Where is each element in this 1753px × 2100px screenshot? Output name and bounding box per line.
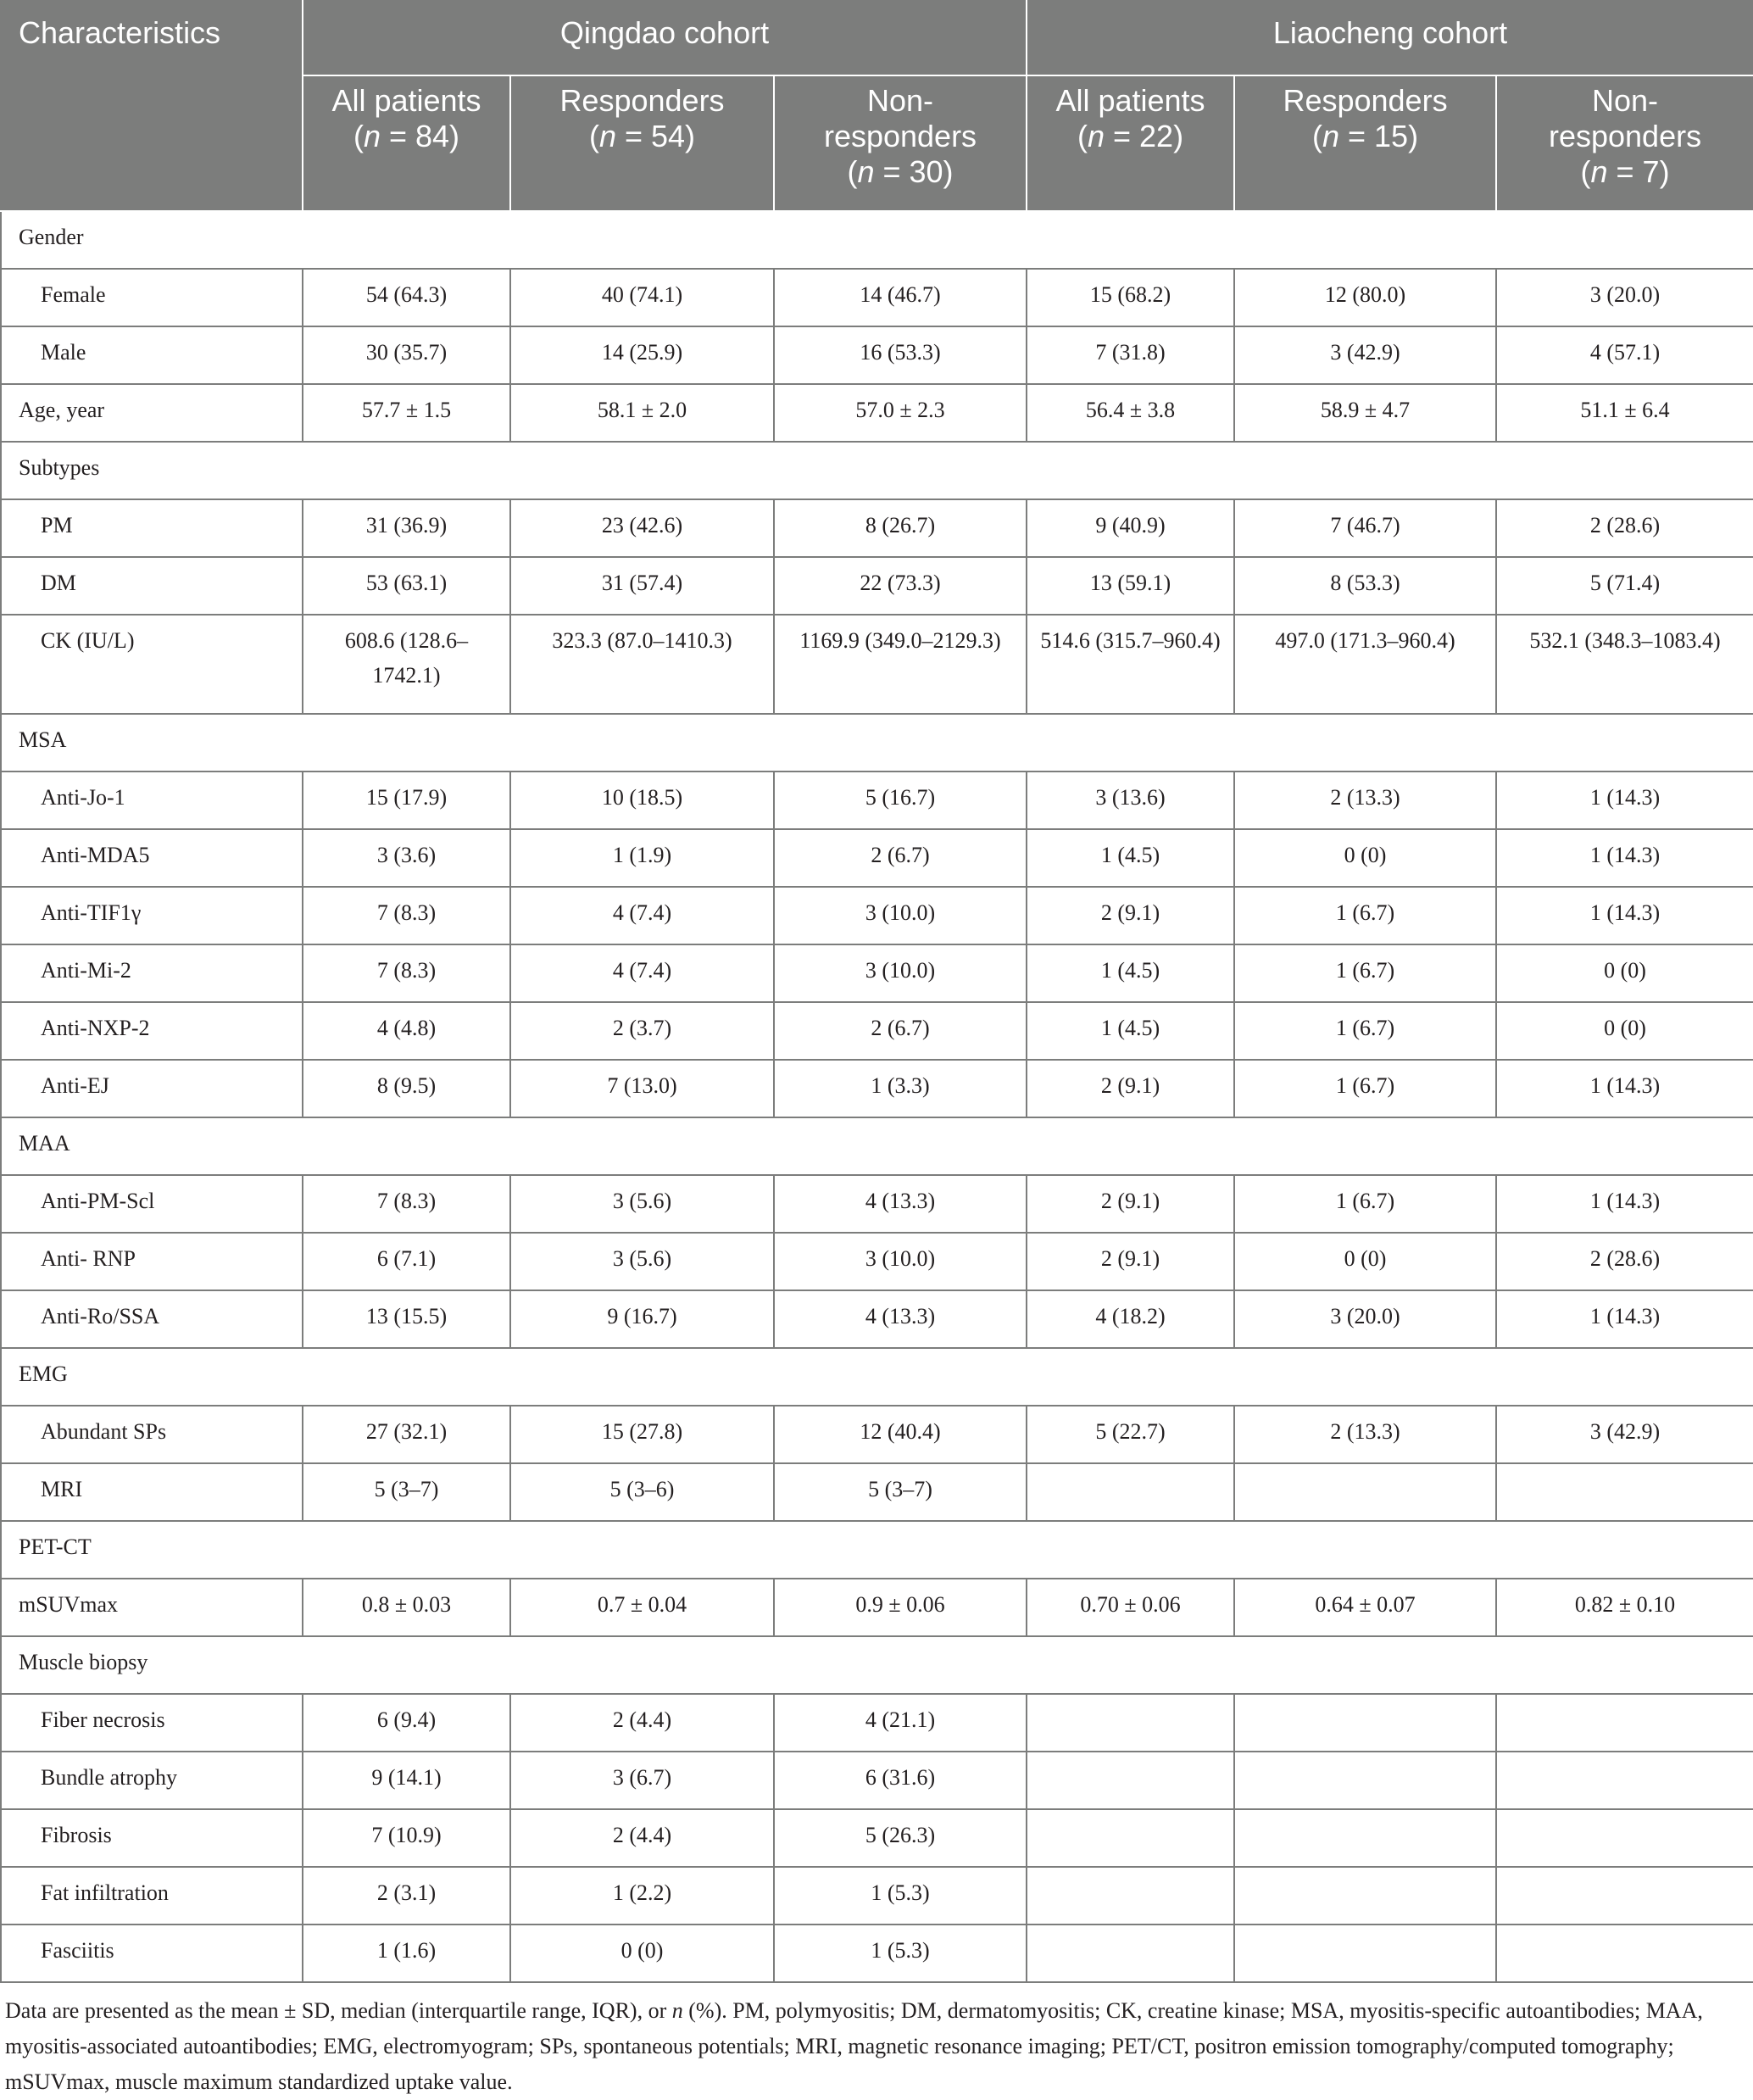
cell-responders-liaocheng (1234, 1867, 1496, 1925)
cell-all-patients-qingdao: 1 (1.6) (303, 1925, 510, 1982)
cell-all-patients-liaocheng: 2 (9.1) (1027, 1233, 1234, 1290)
cell-all-patients-liaocheng: 0.70 ± 0.06 (1027, 1579, 1234, 1636)
cell-non-responders-liaocheng: 1 (14.3) (1496, 1060, 1753, 1117)
table-row (1, 1694, 1753, 1752)
cell-all-patients-liaocheng: 7 (31.8) (1027, 326, 1234, 384)
row-label: Bundle atrophy (1, 1752, 303, 1809)
cell-responders-qingdao: 9 (16.7) (510, 1290, 774, 1348)
row-label: MRI (1, 1463, 303, 1521)
cell-non-responders-qingdao: 5 (16.7) (774, 771, 1027, 829)
cell-all-patients-liaocheng: 1 (4.5) (1027, 829, 1234, 887)
cell-non-responders-liaocheng: 1 (14.3) (1496, 1290, 1753, 1348)
cell-all-patients-qingdao: 4 (4.8) (303, 1002, 510, 1060)
cell-responders-liaocheng (1234, 1694, 1496, 1752)
cell-non-responders-qingdao: 6 (31.6) (774, 1752, 1027, 1809)
cell-responders-liaocheng (1234, 1809, 1496, 1867)
cell-responders-qingdao: 2 (4.4) (510, 1694, 774, 1752)
cell-responders-liaocheng: 1 (6.7) (1234, 1060, 1496, 1117)
cell-all-patients-liaocheng (1027, 1809, 1234, 1867)
cell-responders-liaocheng: 1 (6.7) (1234, 1002, 1496, 1060)
cell-non-responders-liaocheng: 1 (14.3) (1496, 771, 1753, 829)
cell-all-patients-qingdao: 608.6 (128.6–1742.1) (303, 615, 510, 714)
cell-responders-liaocheng: 0 (0) (1234, 829, 1496, 887)
section-label: Subtypes (1, 442, 1753, 499)
table-row (1, 499, 1753, 557)
header-col-paren: ( (1311, 119, 1322, 153)
header-col-line1: Non- (1592, 83, 1659, 118)
cell-responders-liaocheng: 58.9 ± 4.7 (1234, 384, 1496, 442)
header-col-count: = 15) (1339, 119, 1419, 153)
cell-responders-qingdao: 31 (57.4) (510, 557, 774, 615)
section-label: MSA (1, 714, 1753, 771)
cell-responders-qingdao: 15 (27.8) (510, 1406, 774, 1463)
table-section-row (1, 1636, 1753, 1694)
header-col-non-responders-liaocheng (1496, 75, 1753, 211)
cell-responders-liaocheng: 1 (6.7) (1234, 1175, 1496, 1233)
cell-responders-qingdao: 10 (18.5) (510, 771, 774, 829)
cell-responders-qingdao: 4 (7.4) (510, 944, 774, 1002)
header-col-responders-liaocheng (1234, 75, 1496, 211)
cell-non-responders-qingdao: 8 (26.7) (774, 499, 1027, 557)
table-row (1, 1060, 1753, 1117)
table-row (1, 1175, 1753, 1233)
cell-non-responders-liaocheng: 0 (0) (1496, 1002, 1753, 1060)
row-label: Anti- RNP (1, 1233, 303, 1290)
cell-non-responders-qingdao: 2 (6.7) (774, 1002, 1027, 1060)
table-row (1, 615, 1753, 714)
cell-non-responders-liaocheng: 0 (0) (1496, 944, 1753, 1002)
cell-non-responders-qingdao: 5 (26.3) (774, 1809, 1027, 1867)
row-label: Male (1, 326, 303, 384)
cell-all-patients-qingdao: 0.8 ± 0.03 (303, 1579, 510, 1636)
cell-all-patients-qingdao: 5 (3–7) (303, 1463, 510, 1521)
row-label: Anti-Ro/SSA (1, 1290, 303, 1348)
cell-non-responders-qingdao: 1 (5.3) (774, 1925, 1027, 1982)
section-label: Gender (1, 211, 1753, 269)
cell-non-responders-qingdao: 12 (40.4) (774, 1406, 1027, 1463)
cell-responders-qingdao: 2 (3.7) (510, 1002, 774, 1060)
cell-all-patients-qingdao: 13 (15.5) (303, 1290, 510, 1348)
header-col-all-patients-liaocheng (1027, 75, 1234, 211)
cell-all-patients-qingdao: 9 (14.1) (303, 1752, 510, 1809)
cell-all-patients-qingdao: 6 (7.1) (303, 1233, 510, 1290)
cell-all-patients-liaocheng: 1 (4.5) (1027, 944, 1234, 1002)
header-col-count: = 84) (380, 119, 460, 153)
cell-non-responders-qingdao: 1 (5.3) (774, 1867, 1027, 1925)
cell-non-responders-liaocheng: 0.82 ± 0.10 (1496, 1579, 1753, 1636)
cell-responders-qingdao: 3 (5.6) (510, 1175, 774, 1233)
cell-all-patients-liaocheng: 56.4 ± 3.8 (1027, 384, 1234, 442)
table-row (1, 326, 1753, 384)
cell-non-responders-qingdao: 3 (10.0) (774, 1233, 1027, 1290)
cell-responders-liaocheng: 3 (42.9) (1234, 326, 1496, 384)
cell-responders-liaocheng (1234, 1925, 1496, 1982)
header-col-line1: Responders (559, 83, 725, 118)
row-label: Age, year (1, 384, 303, 442)
cell-all-patients-liaocheng: 5 (22.7) (1027, 1406, 1234, 1463)
row-label: Anti-EJ (1, 1060, 303, 1117)
cell-non-responders-qingdao: 57.0 ± 2.3 (774, 384, 1027, 442)
cell-responders-liaocheng: 7 (46.7) (1234, 499, 1496, 557)
cell-responders-qingdao: 58.1 ± 2.0 (510, 384, 774, 442)
cell-non-responders-liaocheng: 1 (14.3) (1496, 829, 1753, 887)
cell-all-patients-liaocheng (1027, 1463, 1234, 1521)
cell-responders-qingdao: 5 (3–6) (510, 1463, 774, 1521)
cell-responders-liaocheng: 3 (20.0) (1234, 1290, 1496, 1348)
cell-all-patients-liaocheng: 514.6 (315.7–960.4) (1027, 615, 1234, 714)
cell-all-patients-liaocheng: 2 (9.1) (1027, 1060, 1234, 1117)
cell-non-responders-liaocheng: 3 (20.0) (1496, 269, 1753, 326)
header-col-line1: All patients (331, 83, 481, 118)
section-label: MAA (1, 1117, 1753, 1175)
header-col-non-responders-qingdao (774, 75, 1027, 211)
cell-all-patients-liaocheng: 2 (9.1) (1027, 1175, 1234, 1233)
cell-responders-qingdao: 0.7 ± 0.04 (510, 1579, 774, 1636)
row-label: DM (1, 557, 303, 615)
table-section-row (1, 211, 1753, 269)
table-row (1, 1463, 1753, 1521)
cell-non-responders-qingdao: 22 (73.3) (774, 557, 1027, 615)
table-row (1, 771, 1753, 829)
cell-all-patients-qingdao: 7 (8.3) (303, 887, 510, 944)
cell-responders-liaocheng: 497.0 (171.3–960.4) (1234, 615, 1496, 714)
row-label: Anti-Mi-2 (1, 944, 303, 1002)
cell-all-patients-liaocheng (1027, 1694, 1234, 1752)
cell-responders-qingdao: 14 (25.9) (510, 326, 774, 384)
cell-all-patients-qingdao: 54 (64.3) (303, 269, 510, 326)
row-label: CK (IU/L) (1, 615, 303, 714)
row-label: Abundant SPs (1, 1406, 303, 1463)
cell-non-responders-liaocheng: 5 (71.4) (1496, 557, 1753, 615)
table-row (1, 1002, 1753, 1060)
cell-responders-qingdao: 3 (5.6) (510, 1233, 774, 1290)
cell-all-patients-qingdao: 7 (8.3) (303, 944, 510, 1002)
cell-all-patients-qingdao: 7 (10.9) (303, 1809, 510, 1867)
cell-non-responders-qingdao: 4 (13.3) (774, 1175, 1027, 1233)
cell-all-patients-qingdao: 31 (36.9) (303, 499, 510, 557)
cell-all-patients-liaocheng (1027, 1867, 1234, 1925)
cell-responders-qingdao: 2 (4.4) (510, 1809, 774, 1867)
cell-all-patients-liaocheng: 13 (59.1) (1027, 557, 1234, 615)
row-label: Fibrosis (1, 1809, 303, 1867)
cell-non-responders-qingdao: 5 (3–7) (774, 1463, 1027, 1521)
table-row (1, 1867, 1753, 1925)
header-col-line1: All patients (1055, 83, 1205, 118)
row-label: Anti-TIF1γ (1, 887, 303, 944)
cell-all-patients-liaocheng: 2 (9.1) (1027, 887, 1234, 944)
header-col-paren: ( (847, 154, 858, 189)
cell-non-responders-qingdao: 3 (10.0) (774, 887, 1027, 944)
cell-responders-liaocheng: 1 (6.7) (1234, 887, 1496, 944)
cell-responders-qingdao: 40 (74.1) (510, 269, 774, 326)
cell-non-responders-liaocheng: 532.1 (348.3–1083.4) (1496, 615, 1753, 714)
cell-responders-qingdao: 3 (6.7) (510, 1752, 774, 1809)
cell-non-responders-qingdao: 3 (10.0) (774, 944, 1027, 1002)
cell-non-responders-liaocheng (1496, 1809, 1753, 1867)
cell-non-responders-liaocheng: 51.1 ± 6.4 (1496, 384, 1753, 442)
cell-responders-liaocheng: 8 (53.3) (1234, 557, 1496, 615)
cell-non-responders-liaocheng (1496, 1925, 1753, 1982)
table-row (1, 1579, 1753, 1636)
cell-responders-qingdao: 7 (13.0) (510, 1060, 774, 1117)
row-label: PM (1, 499, 303, 557)
row-label: Fiber necrosis (1, 1694, 303, 1752)
row-label: mSUVmax (1, 1579, 303, 1636)
cell-all-patients-qingdao: 53 (63.1) (303, 557, 510, 615)
header-col-n: n (598, 119, 616, 153)
cell-all-patients-qingdao: 6 (9.4) (303, 1694, 510, 1752)
table-row (1, 829, 1753, 887)
cell-all-patients-liaocheng: 4 (18.2) (1027, 1290, 1234, 1348)
table-row (1, 944, 1753, 1002)
row-label: Fat infiltration (1, 1867, 303, 1925)
table-row (1, 1290, 1753, 1348)
row-label: Anti-MDA5 (1, 829, 303, 887)
cell-all-patients-qingdao: 15 (17.9) (303, 771, 510, 829)
header-col-count: = 22) (1105, 119, 1184, 153)
cell-all-patients-liaocheng: 15 (68.2) (1027, 269, 1234, 326)
table-row (1, 1925, 1753, 1982)
cell-non-responders-liaocheng: 3 (42.9) (1496, 1406, 1753, 1463)
section-label: PET-CT (1, 1521, 1753, 1579)
cell-non-responders-qingdao: 4 (21.1) (774, 1694, 1027, 1752)
row-label: Anti-NXP-2 (1, 1002, 303, 1060)
cell-non-responders-qingdao: 1169.9 (349.0–2129.3) (774, 615, 1027, 714)
cell-responders-qingdao: 323.3 (87.0–1410.3) (510, 615, 774, 714)
cell-all-patients-liaocheng: 3 (13.6) (1027, 771, 1234, 829)
header-col-line1: Non- (866, 83, 934, 118)
cell-responders-qingdao: 0 (0) (510, 1925, 774, 1982)
cell-all-patients-qingdao: 7 (8.3) (303, 1175, 510, 1233)
header-col-line1b: responders (823, 119, 977, 153)
footnote-part1: Data are presented as the mean ± SD, median (interquartile range, IQR), or (5, 1998, 672, 2023)
cell-non-responders-qingdao: 1 (3.3) (774, 1060, 1027, 1117)
header-group-qingdao: Qingdao cohort (303, 1, 1027, 75)
cell-non-responders-liaocheng: 1 (14.3) (1496, 887, 1753, 944)
cell-non-responders-liaocheng (1496, 1463, 1753, 1521)
cell-non-responders-liaocheng: 4 (57.1) (1496, 326, 1753, 384)
header-col-count: = 30) (874, 154, 954, 189)
cell-all-patients-liaocheng: 1 (4.5) (1027, 1002, 1234, 1060)
table-header (1, 1, 1753, 211)
cell-non-responders-liaocheng: 2 (28.6) (1496, 499, 1753, 557)
cell-responders-liaocheng: 0.64 ± 0.07 (1234, 1579, 1496, 1636)
footnote-part2: (%). PM, polymyositis; DM, dermatomyositis; CK, creatine kinase; MSA, myositis-specific autoantibodies; MAA, myositis-associated autoantibodies; EMG, electromyogram; SPs, spontaneous potentials; MRI, magnetic resonance imaging; PET/CT, positron emission tomography/computed tomography; mSUVmax, muscle maximum standardized uptake value. (5, 1998, 1703, 2094)
table-section-row (1, 714, 1753, 771)
cell-non-responders-qingdao: 14 (46.7) (774, 269, 1027, 326)
row-label: Anti-PM-Scl (1, 1175, 303, 1233)
header-col-paren: ( (1580, 154, 1591, 189)
section-label: Muscle biopsy (1, 1636, 1753, 1694)
header-col-count: = 54) (615, 119, 696, 153)
table-section-row (1, 1348, 1753, 1406)
cell-all-patients-qingdao: 3 (3.6) (303, 829, 510, 887)
cell-responders-liaocheng: 2 (13.3) (1234, 1406, 1496, 1463)
cell-responders-liaocheng: 1 (6.7) (1234, 944, 1496, 1002)
header-col-all-patients-qingdao (303, 75, 510, 211)
cell-non-responders-liaocheng (1496, 1694, 1753, 1752)
cell-all-patients-qingdao: 27 (32.1) (303, 1406, 510, 1463)
cell-responders-qingdao: 1 (1.9) (510, 829, 774, 887)
header-col-n: n (1087, 119, 1105, 153)
table-section-row (1, 442, 1753, 499)
cell-non-responders-liaocheng (1496, 1752, 1753, 1809)
header-col-n: n (1322, 119, 1339, 153)
cell-non-responders-liaocheng: 2 (28.6) (1496, 1233, 1753, 1290)
cell-non-responders-qingdao: 2 (6.7) (774, 829, 1027, 887)
cell-all-patients-liaocheng (1027, 1752, 1234, 1809)
header-characteristics: Characteristics (1, 1, 303, 211)
cell-non-responders-qingdao: 4 (13.3) (774, 1290, 1027, 1348)
cell-non-responders-qingdao: 16 (53.3) (774, 326, 1027, 384)
section-label: EMG (1, 1348, 1753, 1406)
header-col-count: = 7) (1607, 154, 1670, 189)
cell-non-responders-qingdao: 0.9 ± 0.06 (774, 1579, 1027, 1636)
header-col-paren: ( (588, 119, 599, 153)
table-row (1, 384, 1753, 442)
cell-non-responders-liaocheng (1496, 1867, 1753, 1925)
footnote-n: n (671, 1998, 683, 2023)
cell-all-patients-qingdao: 2 (3.1) (303, 1867, 510, 1925)
table-row (1, 887, 1753, 944)
cell-responders-qingdao: 1 (2.2) (510, 1867, 774, 1925)
table-row (1, 1752, 1753, 1809)
table-footnote (0, 1983, 1753, 2100)
cell-all-patients-liaocheng (1027, 1925, 1234, 1982)
header-group-liaocheng: Liaocheng cohort (1027, 1, 1753, 75)
cell-responders-qingdao: 23 (42.6) (510, 499, 774, 557)
row-label: Anti-Jo-1 (1, 771, 303, 829)
table-row (1, 1406, 1753, 1463)
header-col-n: n (1590, 154, 1608, 189)
cell-responders-qingdao: 4 (7.4) (510, 887, 774, 944)
table-body (1, 211, 1753, 1982)
header-col-line1b: responders (1548, 119, 1702, 153)
table-section-row (1, 1117, 1753, 1175)
cell-responders-liaocheng: 12 (80.0) (1234, 269, 1496, 326)
header-col-line1: Responders (1283, 83, 1448, 118)
header-col-n: n (363, 119, 381, 153)
cell-all-patients-qingdao: 57.7 ± 1.5 (303, 384, 510, 442)
table-section-row (1, 1521, 1753, 1579)
cell-all-patients-qingdao: 8 (9.5) (303, 1060, 510, 1117)
header-col-paren: ( (1077, 119, 1088, 153)
cell-non-responders-liaocheng: 1 (14.3) (1496, 1175, 1753, 1233)
row-label: Female (1, 269, 303, 326)
cell-all-patients-liaocheng: 9 (40.9) (1027, 499, 1234, 557)
cell-responders-liaocheng (1234, 1463, 1496, 1521)
cell-responders-liaocheng: 2 (13.3) (1234, 771, 1496, 829)
cell-responders-liaocheng: 0 (0) (1234, 1233, 1496, 1290)
cell-responders-liaocheng (1234, 1752, 1496, 1809)
table-row (1, 1233, 1753, 1290)
header-col-n: n (857, 154, 875, 189)
table-row (1, 557, 1753, 615)
header-col-paren: ( (353, 119, 364, 153)
row-label: Fasciitis (1, 1925, 303, 1982)
cell-all-patients-qingdao: 30 (35.7) (303, 326, 510, 384)
table-row (1, 1809, 1753, 1867)
table-row (1, 269, 1753, 326)
header-col-responders-qingdao (510, 75, 774, 211)
